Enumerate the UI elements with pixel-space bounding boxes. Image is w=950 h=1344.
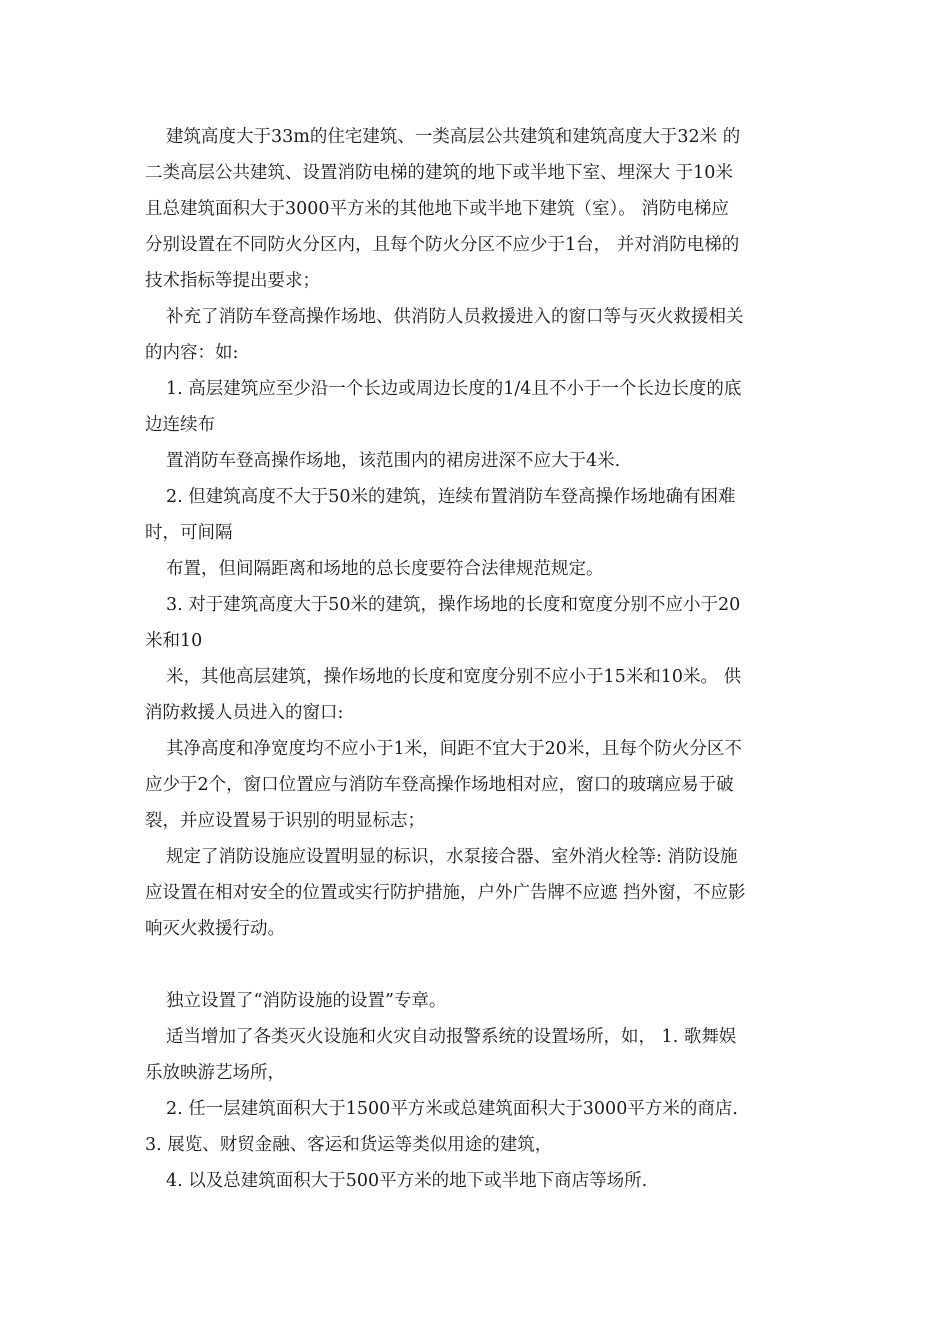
text-line: 适当增加了各类灭火设施和火灾自动报警系统的设置场所，如， 1. 歌舞娱: [166, 1027, 737, 1047]
text-line: 应设置在相对安全的位置或实行防护措施，户外广告牌不应遮 挡外窗，不应影: [145, 883, 746, 903]
text-line: 补充了消防车登高操作场地、供消防人员救援进入的窗口等与灭火救援相关: [166, 307, 744, 327]
list-item-2: 2. 但建筑高度不大于50米的建筑，连续布置消防车登高操作场地确有困难: [166, 487, 736, 507]
list-item-4: 4. 以及总建筑面积大于500平方米的地下或半地下商店等场所.: [166, 1171, 648, 1191]
text-line: 响灭火救援行动。: [145, 919, 285, 939]
text-line: 二类高层公共建筑、设置消防电梯的建筑的地下或半地下室、埋深大 于10米: [145, 163, 733, 183]
text-line: 时，可间隔: [145, 523, 233, 543]
list-item-3: 3. 展览、财贸金融、客运和货运等类似用途的建筑，: [145, 1135, 553, 1155]
text-line: 其净高度和净宽度均不应小于1米，间距不宜大于20米，且每个防火分区不: [166, 739, 742, 759]
text-line: 边连续布: [145, 415, 215, 435]
text-line: 的内容：如:: [145, 343, 239, 363]
text-line: 布置，但间隔距离和场地的总长度要符合法律规范规定。: [166, 559, 604, 579]
text-line: 且总建筑面积大于3000平方米的其他地下或半地下建筑（室）。 消防电梯应: [145, 199, 729, 219]
text-line: 裂，并应设置易于识别的明显标志；: [145, 811, 425, 831]
text-line: 米和10: [145, 631, 203, 651]
list-item-3: 3. 对于建筑高度大于50米的建筑，操作场地的长度和宽度分别不应小于20: [166, 595, 741, 615]
text-line: 规定了消防设施应设置明显的标识，水泵接合器、室外消火栓等: 消防设施: [166, 847, 738, 867]
text-line: 应少于2个，窗口位置应与消防车登高操作场地相对应，窗口的玻璃应易于破: [145, 775, 734, 795]
text-line: 米，其他高层建筑，操作场地的长度和宽度分别不应小于15米和10米。 供: [166, 667, 742, 687]
text-line: 消防救援人员进入的窗口:: [145, 703, 344, 723]
text-line: 分别设置在不同防火分区内，且每个防火分区不应少于1台， 并对消防电梯的: [145, 235, 740, 255]
text-line: 建筑高度大于33m的住宅建筑、一类高层公共建筑和建筑高度大于32米 的: [166, 127, 741, 147]
text-line: 置消防车登高操作场地，该范围内的裙房进深不应大于4米.: [166, 451, 621, 471]
text-line: 乐放映游艺场所，: [145, 1063, 285, 1083]
text-line: 技术指标等提出要求；: [145, 271, 320, 291]
section-heading: 独立设置了“消防设施的设置”专章。: [166, 991, 447, 1011]
list-item-1: 1. 高层建筑应至少沿一个长边或周边长度的1/4且不小于一个长边长度的底: [166, 379, 742, 399]
list-item-2: 2. 任一层建筑面积大于1500平方米或总建筑面积大于3000平方米的商店.: [166, 1099, 738, 1119]
